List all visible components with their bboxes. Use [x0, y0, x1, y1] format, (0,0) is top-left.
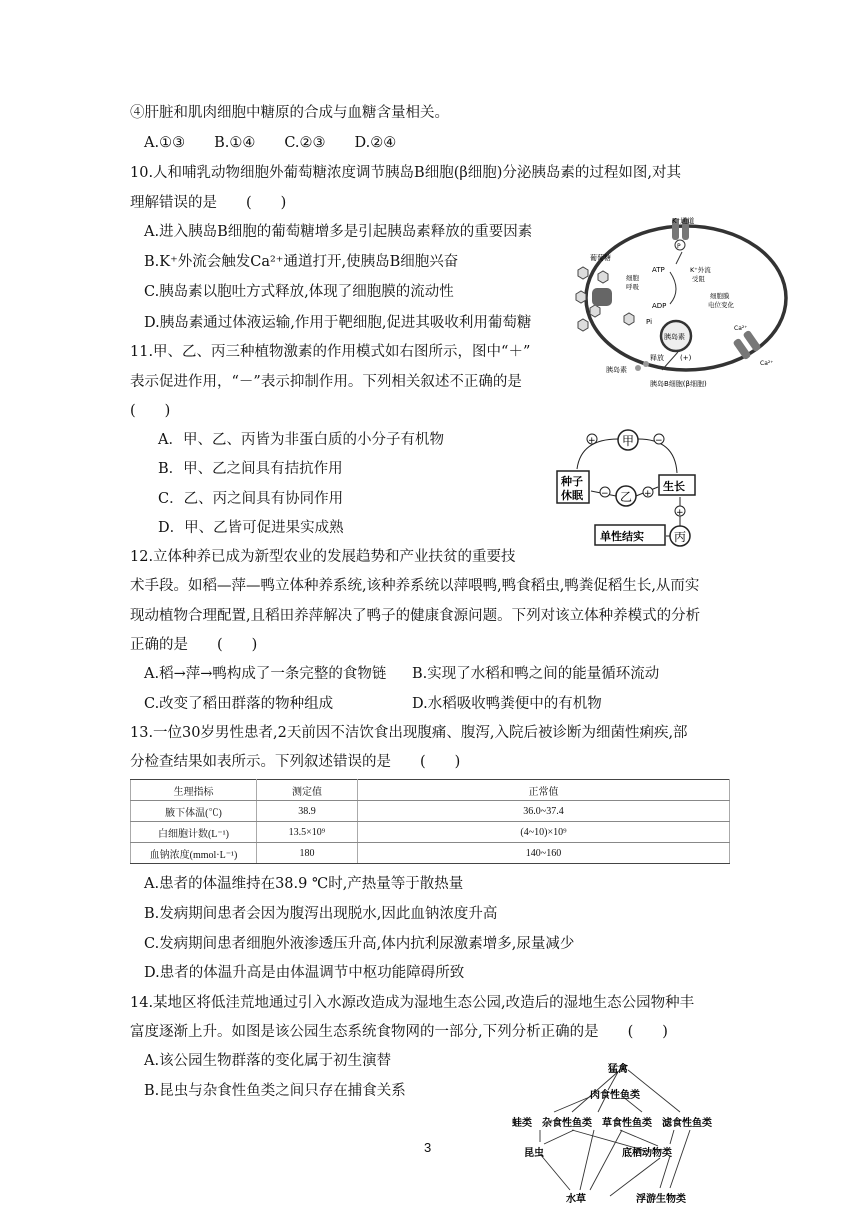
table-cell: 36.0~37.4 — [358, 801, 730, 822]
page-number: 3 — [424, 1140, 432, 1155]
node-omnivore-fish: 杂食性鱼类 — [542, 1118, 592, 1129]
table-cell: 38.9 — [257, 801, 358, 822]
ca-label: Ca²⁺ — [760, 360, 774, 367]
dormancy-label: 种子 — [561, 475, 583, 488]
table-cell: 13.5×10⁹ — [257, 822, 358, 843]
question-11-stem-cont: ( ) — [130, 403, 171, 419]
option-b: B．甲、乙之间具有拮抗作用 — [158, 461, 343, 477]
option-b: B.实现了水稻和鸭之间的能量循环流动 — [412, 666, 660, 682]
question-12-stem-cont: 术手段。如稻—萍—鸭立体种养系统,该种养系统以萍喂鸭,鸭食稻虫,鸭粪促稻生长,从而实 — [130, 578, 700, 594]
option-c: C.胰岛素以胞吐方式释放,体现了细胞膜的流动性 — [144, 284, 454, 300]
ca-label: Ca²⁺ — [734, 325, 748, 332]
node-frogs: 蛙类 — [512, 1118, 532, 1129]
option-c: C.发病期间患者细胞外液渗透压升高,体内抗利尿激素增多,尿量减少 — [144, 936, 575, 952]
table-header: 测定值 — [257, 780, 358, 801]
pi-label: Pi — [646, 318, 653, 326]
plus-sign: + — [676, 508, 684, 518]
plant-hormone-diagram — [555, 425, 705, 555]
respiration-label: 细胞 — [626, 274, 639, 282]
minus-sign: − — [655, 436, 663, 446]
option-d: D.胰岛素通过体液运输,作用于靶细胞,促进其吸收利用葡萄糖 — [144, 315, 532, 331]
option-c: C．乙、丙之间具有协同作用 — [158, 491, 344, 507]
question-12-stem-cont: 现动植物合理配置,且稻田养萍解决了鸭子的健康食源问题。下列对该立体种养模式的分析 — [130, 608, 701, 624]
table-header-row — [131, 780, 730, 801]
node-plankton: 浮游生物类 — [636, 1194, 686, 1205]
question-11-stem: 11.甲、乙、丙三种植物激素的作用模式如右图所示，图中“＋” — [130, 344, 531, 360]
blocked-label: 受阻 — [692, 275, 705, 283]
option-d: D．甲、乙皆可促进果实成熟 — [158, 520, 344, 536]
plus-sign: + — [644, 489, 652, 499]
option-a: A．甲、乙、丙皆为非蛋白质的小分子有机物 — [158, 432, 444, 448]
table-cell: 白细胞计数(L⁻¹) — [131, 822, 257, 843]
table-cell: 180 — [257, 843, 358, 864]
k-efflux-label: K⁺外流 — [690, 266, 711, 274]
glucose-label: 葡萄糖 — [590, 254, 611, 262]
option-a: A.稻→萍→鸭构成了一条完整的食物链 — [144, 666, 387, 682]
question-12-stem: 12.立体种养已成为新型农业的发展趋势和产业扶贫的重要技 — [130, 549, 516, 565]
node-filter-fish: 滤食性鱼类 — [662, 1118, 712, 1129]
growth-label: 生长 — [663, 480, 685, 493]
option-b: B.发病期间患者会因为腹泻出现脱水,因此血钠浓度升高 — [144, 906, 498, 922]
table-cell: 140~160 — [358, 843, 730, 864]
membrane-label: 细胞膜 — [710, 292, 730, 300]
table-header: 正常值 — [358, 780, 730, 801]
question-14-stem: 14.某地区将低洼荒地通过引入水源改造成为湿地生态公园,改造后的湿地生态公园物种丰 — [130, 995, 695, 1011]
k-channel-label: K⁺通道 — [672, 217, 695, 225]
question-10-stem: 10.人和哺乳动物细胞外葡萄糖浓度调节胰岛B细胞(β细胞)分泌胰岛素的过程如图,对其 — [130, 165, 682, 181]
node-raptor: 猛禽 — [608, 1064, 628, 1075]
membrane-label: 电位变化 — [708, 301, 734, 309]
option-a: A.患者的体温维持在38.9 ℃时,产热量等于散热量 — [144, 876, 464, 892]
option-b: B.昆虫与杂食性鱼类之间只存在捕食关系 — [144, 1083, 406, 1099]
parthenocarpy-label: 单性结实 — [600, 530, 644, 543]
option-b: B.K⁺外流会触发Ca²⁺通道打开,使胰岛B细胞兴奋 — [144, 254, 459, 270]
question-14-stem-cont: 富度逐渐上升。如图是该公园生态系统食物网的一部分,下列分析正确的是 ( ) — [130, 1024, 668, 1040]
table-row — [131, 801, 730, 822]
plus-label: (+) — [680, 354, 692, 362]
node-water-plants: 水草 — [566, 1194, 586, 1205]
food-web-diagram — [510, 1060, 720, 1210]
table-cell: (4~10)×10⁹ — [358, 822, 730, 843]
insulin-label: 胰岛素 — [606, 366, 627, 374]
p-label: P — [677, 243, 681, 250]
node-herbivore-fish: 草食性鱼类 — [602, 1118, 652, 1129]
option-a: A.该公园生物群落的变化属于初生演替 — [144, 1053, 392, 1069]
question-13-stem: 13.一位30岁男性患者,2天前因不洁饮食出现腹痛、腹泻,入院后被诊断为细菌性痢疾,部 — [130, 725, 688, 741]
option-d: D.患者的体温升高是由体温调节中枢功能障碍所致 — [144, 965, 465, 981]
figure-caption: 胰岛B细胞(β细胞) — [650, 380, 707, 388]
lab-results-table — [130, 779, 730, 864]
adp-label: ADP — [652, 302, 667, 310]
option-line: ④肝脏和肌肉细胞中糖原的合成与血糖含量相关。 — [130, 105, 449, 121]
release-label: 释放 — [650, 354, 664, 362]
node-carnivore-fish: 肉食性鱼类 — [590, 1090, 640, 1101]
respiration-label: 呼吸 — [626, 283, 639, 291]
node-insects: 昆虫 — [524, 1148, 544, 1159]
question-13-stem-cont: 分检查结果如表所示。下列叙述错误的是 ( ) — [130, 754, 461, 770]
table-header: 生理指标 — [131, 780, 257, 801]
hormone-bing-label: 丙 — [674, 530, 687, 544]
table-row — [131, 843, 730, 864]
glucose-transporter-icon — [592, 288, 612, 306]
beta-cell-diagram — [558, 212, 790, 392]
node-benthos: 底栖动物类 — [622, 1148, 672, 1159]
dormancy-label: 休眠 — [561, 489, 583, 502]
table-cell: 腋下体温(℃) — [131, 801, 257, 822]
hormone-jia-label: 甲 — [622, 434, 635, 448]
minus-sign: − — [601, 489, 609, 499]
hormone-yi-label: 乙 — [620, 490, 633, 504]
option-d: D.水稻吸收鸭粪便中的有机物 — [412, 696, 602, 712]
question-10-stem-cont: 理解错误的是 ( ) — [130, 195, 287, 211]
table-cell: 血钠浓度(mmol·L⁻¹) — [131, 843, 257, 864]
answer-choices: A.①③ B.①④ C.②③ D.②④ — [144, 135, 397, 151]
option-a: A.进入胰岛B细胞的葡萄糖增多是引起胰岛素释放的重要因素 — [144, 224, 533, 240]
atp-label: ATP — [652, 266, 665, 274]
table-row — [131, 822, 730, 843]
option-c: C.改变了稻田群落的物种组成 — [144, 696, 334, 712]
question-11-stem-cont: 表示促进作用，“－”表示抑制作用。下列相关叙述不正确的是 — [130, 374, 522, 390]
granule-label: 胰岛素 — [664, 333, 685, 341]
plus-sign: + — [588, 436, 596, 446]
glucose-icon — [578, 267, 588, 279]
question-12-stem-cont: 正确的是 ( ) — [130, 637, 258, 653]
